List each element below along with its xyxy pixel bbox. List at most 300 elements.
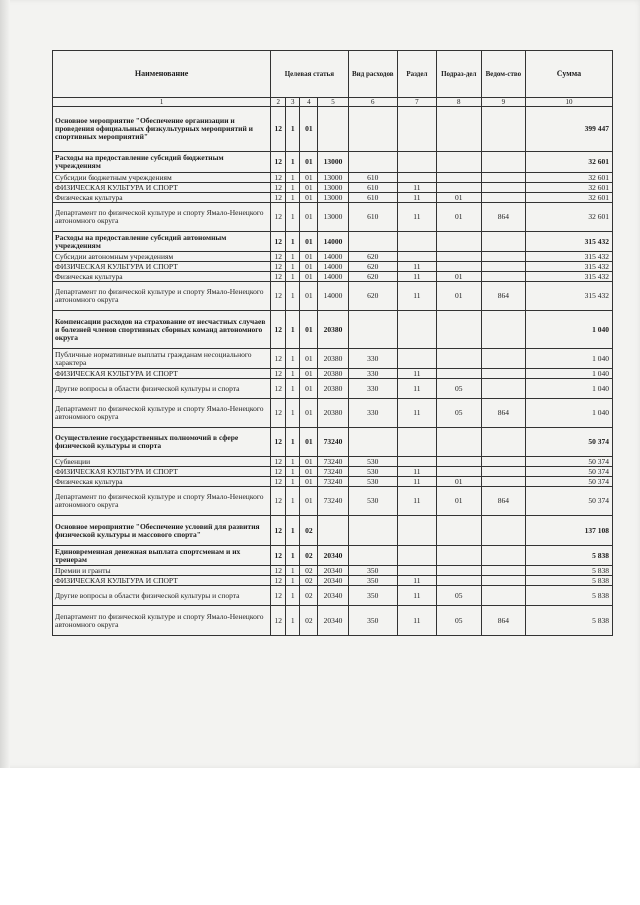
expense-type-code: 350: [348, 566, 397, 576]
target-code-2: 1: [286, 252, 300, 262]
table-row: [53, 457, 613, 467]
department-code: 864: [481, 487, 525, 516]
expense-type-code: 350: [348, 576, 397, 586]
target-code-1: 12: [271, 193, 286, 203]
header-expense-type: Вид расходов: [348, 51, 397, 98]
column-number: 2: [271, 98, 286, 107]
target-code-2: 1: [286, 349, 300, 369]
target-code-2: 1: [286, 203, 300, 232]
budget-table: [52, 50, 613, 636]
target-code-3: 02: [300, 566, 318, 576]
target-code-2: 1: [286, 428, 300, 457]
row-sum: 315 432: [525, 262, 612, 272]
subsection-code: [436, 467, 481, 477]
target-code-4: [318, 107, 348, 152]
subsection-code: [436, 457, 481, 467]
department-code: 864: [481, 282, 525, 311]
target-code-4: [318, 516, 348, 546]
subsection-code: [436, 369, 481, 379]
target-code-2: 1: [286, 107, 300, 152]
row-sum: 1 040: [525, 399, 612, 428]
table-row: [53, 576, 613, 586]
target-code-4: 14000: [318, 232, 348, 252]
subsection-code: 05: [436, 606, 481, 636]
table-row: [53, 183, 613, 193]
target-code-1: 12: [271, 369, 286, 379]
department-code: [481, 379, 525, 399]
section-code: [398, 252, 437, 262]
row-name: Субсидии автономным учреждениям: [53, 252, 271, 262]
row-sum: 5 838: [525, 566, 612, 576]
expense-type-code: 620: [348, 272, 397, 282]
target-code-2: 1: [286, 576, 300, 586]
row-name: Департамент по физической культуре и спорту Ямало-Ненецкого автономного округа: [53, 282, 271, 311]
target-code-2: 1: [286, 379, 300, 399]
target-code-4: 73240: [318, 428, 348, 457]
row-sum: 50 374: [525, 477, 612, 487]
target-code-4: 20340: [318, 566, 348, 576]
column-number: 7: [398, 98, 437, 107]
target-code-3: 01: [300, 272, 318, 282]
target-code-3: 01: [300, 311, 318, 349]
row-name: Осуществление государственных полномочий в сфере физической культуры и спорта: [53, 428, 271, 457]
row-sum: 5 838: [525, 586, 612, 606]
expense-type-code: 530: [348, 487, 397, 516]
target-code-4: 13000: [318, 183, 348, 193]
target-code-4: 13000: [318, 193, 348, 203]
target-code-1: 12: [271, 399, 286, 428]
subsection-code: [436, 262, 481, 272]
subsection-code: [436, 183, 481, 193]
row-sum: 399 447: [525, 107, 612, 152]
target-code-1: 12: [271, 606, 286, 636]
table-body: [53, 107, 613, 636]
target-code-1: 12: [271, 107, 286, 152]
target-code-1: 12: [271, 311, 286, 349]
table-row: [53, 232, 613, 252]
section-code: 11: [398, 272, 437, 282]
target-code-3: 01: [300, 487, 318, 516]
header-sum: Сумма: [525, 51, 612, 98]
target-code-1: 12: [271, 152, 286, 173]
row-name: Департамент по физической культуре и спорту Ямало-Ненецкого автономного округа: [53, 606, 271, 636]
target-code-2: 1: [286, 262, 300, 272]
table-row: [53, 349, 613, 369]
row-name: Субсидии бюджетным учреждениям: [53, 173, 271, 183]
column-number: 10: [525, 98, 612, 107]
subsection-code: [436, 576, 481, 586]
target-code-4: 73240: [318, 477, 348, 487]
target-code-2: 1: [286, 477, 300, 487]
row-sum: 137 108: [525, 516, 612, 546]
target-code-4: 14000: [318, 252, 348, 262]
row-name: Департамент по физической культуре и спорту Ямало-Ненецкого автономного округа: [53, 399, 271, 428]
table-row: [53, 586, 613, 606]
subsection-code: 05: [436, 586, 481, 606]
target-code-2: 1: [286, 173, 300, 183]
table-row: [53, 399, 613, 428]
row-sum: 1 040: [525, 379, 612, 399]
target-code-1: 12: [271, 349, 286, 369]
department-code: [481, 232, 525, 252]
department-code: 864: [481, 399, 525, 428]
target-code-1: 12: [271, 203, 286, 232]
row-sum: 32 601: [525, 173, 612, 183]
row-name: ФИЗИЧЕСКАЯ КУЛЬТУРА И СПОРТ: [53, 183, 271, 193]
subsection-code: 01: [436, 272, 481, 282]
target-code-1: 12: [271, 467, 286, 477]
row-name: Расходы на предоставление субсидий автономным учреждениям: [53, 232, 271, 252]
header-target-article: Целевая статья: [271, 51, 348, 98]
target-code-3: 02: [300, 576, 318, 586]
table-row: [53, 107, 613, 152]
target-code-2: 1: [286, 193, 300, 203]
section-code: [398, 152, 437, 173]
target-code-1: 12: [271, 262, 286, 272]
target-code-1: 12: [271, 586, 286, 606]
target-code-2: 1: [286, 546, 300, 566]
row-sum: 50 374: [525, 467, 612, 477]
section-code: 11: [398, 193, 437, 203]
row-sum: 315 432: [525, 272, 612, 282]
column-number: 8: [436, 98, 481, 107]
target-code-1: 12: [271, 487, 286, 516]
target-code-4: 20340: [318, 606, 348, 636]
section-code: [398, 349, 437, 369]
row-sum: 315 432: [525, 282, 612, 311]
target-code-3: 01: [300, 477, 318, 487]
department-code: [481, 576, 525, 586]
expense-type-code: 330: [348, 369, 397, 379]
section-code: 11: [398, 487, 437, 516]
section-code: 11: [398, 477, 437, 487]
target-code-3: 01: [300, 173, 318, 183]
subsection-code: [436, 566, 481, 576]
department-code: [481, 262, 525, 272]
target-code-4: 20340: [318, 576, 348, 586]
expense-type-code: 610: [348, 203, 397, 232]
page-edge-shadow: [0, 0, 10, 768]
department-code: [481, 152, 525, 173]
target-code-3: 02: [300, 606, 318, 636]
expense-type-code: 330: [348, 399, 397, 428]
subsection-code: [436, 311, 481, 349]
row-name: Другие вопросы в области физической культуры и спорта: [53, 379, 271, 399]
column-number: 3: [286, 98, 300, 107]
expense-type-code: 330: [348, 379, 397, 399]
header-department: Ведом-ство: [481, 51, 525, 98]
department-code: [481, 467, 525, 477]
target-code-2: 1: [286, 369, 300, 379]
subsection-code: [436, 152, 481, 173]
target-code-1: 12: [271, 566, 286, 576]
row-name: Основное мероприятие "Обеспечение условий для развития физической культуры и массового спорта": [53, 516, 271, 546]
row-sum: 5 838: [525, 606, 612, 636]
row-sum: 32 601: [525, 203, 612, 232]
section-code: 11: [398, 203, 437, 232]
target-code-4: 20380: [318, 311, 348, 349]
expense-type-code: 610: [348, 173, 397, 183]
table-row: [53, 369, 613, 379]
target-code-4: 20380: [318, 379, 348, 399]
row-name: Премии и гранты: [53, 566, 271, 576]
department-code: [481, 107, 525, 152]
header-section: Раздел: [398, 51, 437, 98]
expense-type-code: [348, 428, 397, 457]
table-row: [53, 311, 613, 349]
table-row: [53, 152, 613, 173]
row-name: Расходы на предоставление субсидий бюджетным учреждениям: [53, 152, 271, 173]
department-code: [481, 546, 525, 566]
row-sum: 32 601: [525, 193, 612, 203]
target-code-4: 14000: [318, 262, 348, 272]
table-row: [53, 173, 613, 183]
row-sum: 50 374: [525, 428, 612, 457]
subsection-code: 05: [436, 379, 481, 399]
department-code: [481, 586, 525, 606]
expense-type-code: 530: [348, 457, 397, 467]
target-code-2: 1: [286, 457, 300, 467]
target-code-4: 14000: [318, 282, 348, 311]
table-row: [53, 193, 613, 203]
target-code-2: 1: [286, 467, 300, 477]
row-name: Основное мероприятие "Обеспечение организации и проведения официальных физкультурных мероприятий и спортивных мероприятий": [53, 107, 271, 152]
target-code-2: 1: [286, 586, 300, 606]
target-code-4: 20380: [318, 349, 348, 369]
expense-type-code: [348, 516, 397, 546]
target-code-3: 02: [300, 516, 318, 546]
target-code-4: 20340: [318, 586, 348, 606]
target-code-2: 1: [286, 566, 300, 576]
target-code-4: 73240: [318, 457, 348, 467]
row-name: Физическая культура: [53, 272, 271, 282]
row-name: Компенсации расходов на страхование от несчастных случаев и болезней членов спортивных сборных команд автономного округа: [53, 311, 271, 349]
department-code: [481, 193, 525, 203]
department-code: [481, 428, 525, 457]
expense-type-code: 350: [348, 586, 397, 606]
table-row: [53, 252, 613, 262]
subsection-code: 01: [436, 477, 481, 487]
section-code: 11: [398, 586, 437, 606]
row-sum: 1 040: [525, 349, 612, 369]
section-code: 11: [398, 467, 437, 477]
section-code: 11: [398, 576, 437, 586]
expense-type-code: 610: [348, 193, 397, 203]
department-code: 864: [481, 203, 525, 232]
subsection-code: [436, 349, 481, 369]
target-code-1: 12: [271, 379, 286, 399]
subsection-code: [436, 516, 481, 546]
row-sum: 1 040: [525, 311, 612, 349]
row-sum: 5 838: [525, 546, 612, 566]
department-code: [481, 516, 525, 546]
table-header: [53, 51, 613, 107]
row-name: ФИЗИЧЕСКАЯ КУЛЬТУРА И СПОРТ: [53, 467, 271, 477]
row-sum: 315 432: [525, 232, 612, 252]
target-code-1: 12: [271, 252, 286, 262]
target-code-3: 02: [300, 546, 318, 566]
section-code: 11: [398, 369, 437, 379]
department-code: [481, 369, 525, 379]
table-row: [53, 566, 613, 576]
target-code-3: 01: [300, 193, 318, 203]
department-code: [481, 173, 525, 183]
section-code: [398, 428, 437, 457]
target-code-2: 1: [286, 232, 300, 252]
department-code: [481, 183, 525, 193]
subsection-code: 05: [436, 399, 481, 428]
row-sum: 315 432: [525, 252, 612, 262]
header-name: Наименование: [53, 51, 271, 98]
target-code-4: 73240: [318, 487, 348, 516]
column-numbers-row: [53, 98, 613, 107]
row-name: Субвенции: [53, 457, 271, 467]
row-name: Физическая культура: [53, 193, 271, 203]
table-row: [53, 272, 613, 282]
subsection-code: [436, 232, 481, 252]
expense-type-code: [348, 107, 397, 152]
header-subsection: Подраз-дел: [436, 51, 481, 98]
target-code-2: 1: [286, 311, 300, 349]
row-sum: 50 374: [525, 487, 612, 516]
target-code-1: 12: [271, 428, 286, 457]
row-name: Другие вопросы в области физической культуры и спорта: [53, 586, 271, 606]
target-code-1: 12: [271, 516, 286, 546]
target-code-2: 1: [286, 272, 300, 282]
table-row: [53, 203, 613, 232]
target-code-1: 12: [271, 477, 286, 487]
target-code-4: 20380: [318, 399, 348, 428]
table-row: [53, 516, 613, 546]
department-code: [481, 349, 525, 369]
target-code-4: 20340: [318, 546, 348, 566]
target-code-2: 1: [286, 399, 300, 428]
department-code: [481, 477, 525, 487]
department-code: 864: [481, 606, 525, 636]
target-code-4: 13000: [318, 203, 348, 232]
section-code: 11: [398, 379, 437, 399]
subsection-code: [436, 173, 481, 183]
target-code-3: 01: [300, 252, 318, 262]
target-code-3: 01: [300, 203, 318, 232]
column-number: 5: [318, 98, 348, 107]
target-code-4: 14000: [318, 272, 348, 282]
subsection-code: 01: [436, 282, 481, 311]
target-code-4: 13000: [318, 152, 348, 173]
target-code-2: 1: [286, 183, 300, 193]
table-row: [53, 379, 613, 399]
section-code: 11: [398, 282, 437, 311]
target-code-4: 73240: [318, 467, 348, 477]
row-name: ФИЗИЧЕСКАЯ КУЛЬТУРА И СПОРТ: [53, 576, 271, 586]
section-code: [398, 566, 437, 576]
row-name: Физическая культура: [53, 477, 271, 487]
column-number: 1: [53, 98, 271, 107]
expense-type-code: 610: [348, 183, 397, 193]
subsection-code: 01: [436, 193, 481, 203]
target-code-2: 1: [286, 487, 300, 516]
target-code-3: 01: [300, 467, 318, 477]
section-code: [398, 457, 437, 467]
target-code-2: 1: [286, 282, 300, 311]
subsection-code: 01: [436, 203, 481, 232]
row-name: Публичные нормативные выплаты гражданам несоциального характера: [53, 349, 271, 369]
section-code: 11: [398, 399, 437, 428]
target-code-1: 12: [271, 282, 286, 311]
subsection-code: [436, 428, 481, 457]
section-code: 11: [398, 606, 437, 636]
department-code: [481, 252, 525, 262]
column-number: 6: [348, 98, 397, 107]
section-code: [398, 546, 437, 566]
target-code-1: 12: [271, 232, 286, 252]
target-code-3: 01: [300, 107, 318, 152]
expense-type-code: 620: [348, 262, 397, 272]
target-code-3: 01: [300, 457, 318, 467]
target-code-4: 20380: [318, 369, 348, 379]
expense-type-code: 620: [348, 282, 397, 311]
row-sum: 32 601: [525, 152, 612, 173]
target-code-3: 01: [300, 232, 318, 252]
section-code: [398, 232, 437, 252]
expense-type-code: 530: [348, 467, 397, 477]
row-sum: 5 838: [525, 576, 612, 586]
section-code: [398, 107, 437, 152]
target-code-1: 12: [271, 183, 286, 193]
row-sum: 1 040: [525, 369, 612, 379]
subsection-code: [436, 546, 481, 566]
target-code-1: 12: [271, 546, 286, 566]
table-row: [53, 467, 613, 477]
subsection-code: [436, 252, 481, 262]
target-code-3: 01: [300, 152, 318, 173]
target-code-1: 12: [271, 272, 286, 282]
table-row: [53, 282, 613, 311]
target-code-2: 1: [286, 606, 300, 636]
row-name: Департамент по физической культуре и спорту Ямало-Ненецкого автономного округа: [53, 487, 271, 516]
target-code-1: 12: [271, 576, 286, 586]
section-code: 11: [398, 262, 437, 272]
target-code-3: 02: [300, 586, 318, 606]
target-code-3: 01: [300, 399, 318, 428]
table-row: [53, 428, 613, 457]
section-code: [398, 311, 437, 349]
department-code: [481, 457, 525, 467]
row-name: ФИЗИЧЕСКАЯ КУЛЬТУРА И СПОРТ: [53, 262, 271, 272]
department-code: [481, 566, 525, 576]
expense-type-code: [348, 311, 397, 349]
target-code-3: 01: [300, 282, 318, 311]
department-code: [481, 272, 525, 282]
target-code-4: 13000: [318, 173, 348, 183]
expense-type-code: [348, 152, 397, 173]
expense-type-code: 330: [348, 349, 397, 369]
target-code-2: 1: [286, 152, 300, 173]
subsection-code: [436, 107, 481, 152]
expense-type-code: 530: [348, 477, 397, 487]
section-code: [398, 173, 437, 183]
row-name: Единовременная денежная выплата спортсменам и их тренерам: [53, 546, 271, 566]
expense-type-code: 620: [348, 252, 397, 262]
section-code: [398, 516, 437, 546]
expense-type-code: [348, 546, 397, 566]
row-name: Департамент по физической культуре и спорту Ямало-Ненецкого автономного округа: [53, 203, 271, 232]
target-code-3: 01: [300, 183, 318, 193]
target-code-3: 01: [300, 379, 318, 399]
target-code-1: 12: [271, 173, 286, 183]
expense-type-code: 350: [348, 606, 397, 636]
column-number: 4: [300, 98, 318, 107]
